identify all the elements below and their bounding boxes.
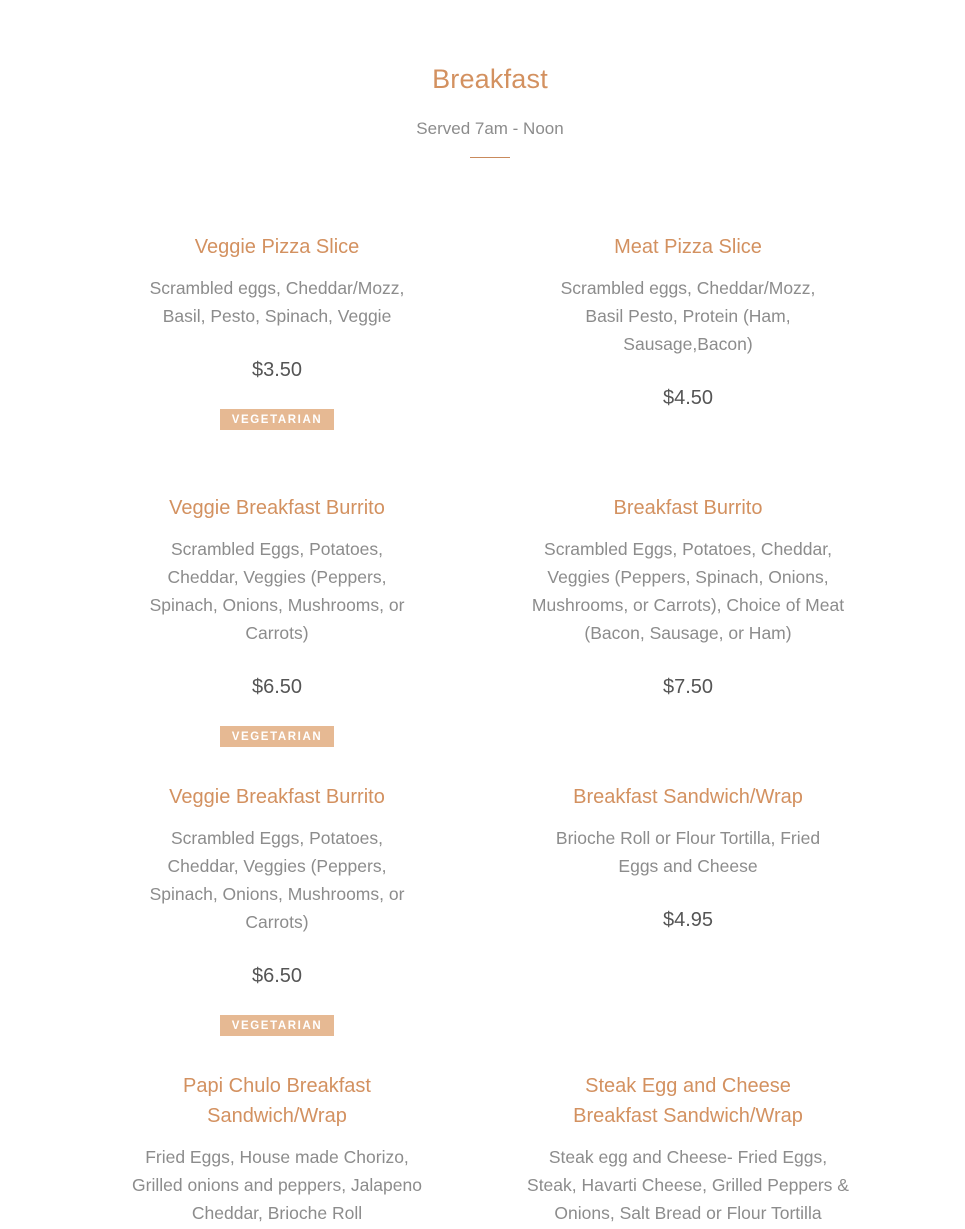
item-price: $4.95	[662, 909, 714, 931]
item-description: Scrambled Eggs, Potatoes, Cheddar, Veggies (Peppers, Spinach, Onions, Mushrooms, or Carrots), Choice of Meat (Bacon, Sausage, or Ham)	[531, 539, 845, 643]
item-price: $3.50	[251, 359, 303, 381]
section-subtitle: Served 7am - Noon	[416, 119, 564, 138]
item-name: Meat Pizza Slice	[614, 236, 762, 258]
section-title: Breakfast	[432, 64, 548, 94]
item-description: Scrambled Eggs, Potatoes, Cheddar, Veggies (Peppers, Spinach, Onions, Mushrooms, or Carrots)	[149, 828, 405, 932]
item-name: Veggie Pizza Slice	[194, 236, 360, 258]
item-name: Veggie Breakfast Burrito	[169, 786, 385, 808]
item-name: Breakfast Burrito	[613, 497, 763, 519]
item-name: Steak Egg and Cheese Breakfast Sandwich/Wrap	[573, 1075, 803, 1127]
item-price: $7.50	[662, 676, 714, 698]
menu-item	[112, 232, 442, 430]
item-price: $6.50	[251, 676, 303, 698]
item-description: Fried Eggs, House made Chorizo, Grilled onions and peppers, Jalapeno Cheddar, Brioche Roll	[132, 1147, 422, 1223]
item-price: $4.50	[662, 387, 714, 409]
item-name: Breakfast Sandwich/Wrap	[573, 786, 803, 808]
section-divider	[470, 157, 510, 158]
vegetarian-badge: VEGETARIAN	[220, 726, 335, 747]
item-description: Steak egg and Cheese- Fried Eggs, Steak, Havarti Cheese, Grilled Peppers & Onions, Salt Bread or Flour Tortilla	[527, 1147, 849, 1223]
menu-item	[523, 232, 853, 413]
menu-item	[523, 782, 853, 935]
menu-item	[523, 493, 853, 702]
item-description: Brioche Roll or Flour Tortilla, Fried Eggs and Cheese	[555, 828, 821, 876]
item-name: Papi Chulo Breakfast Sandwich/Wrap	[183, 1075, 371, 1127]
item-description: Scrambled eggs, Cheddar/Mozz, Basil, Pesto, Spinach, Veggie	[149, 278, 405, 326]
menu-item	[112, 782, 442, 1036]
item-name: Veggie Breakfast Burrito	[169, 497, 385, 519]
item-description: Scrambled eggs, Cheddar/Mozz, Basil Pesto, Protein (Ham, Sausage,Bacon)	[560, 278, 816, 354]
item-price: $6.50	[251, 965, 303, 987]
menu-item	[112, 1071, 442, 1227]
vegetarian-badge: VEGETARIAN	[220, 1015, 335, 1036]
vegetarian-badge: VEGETARIAN	[220, 409, 335, 430]
menu-item	[523, 1071, 853, 1227]
menu-item	[112, 493, 442, 747]
item-description: Scrambled Eggs, Potatoes, Cheddar, Veggies (Peppers, Spinach, Onions, Mushrooms, or Carrots)	[149, 539, 405, 643]
